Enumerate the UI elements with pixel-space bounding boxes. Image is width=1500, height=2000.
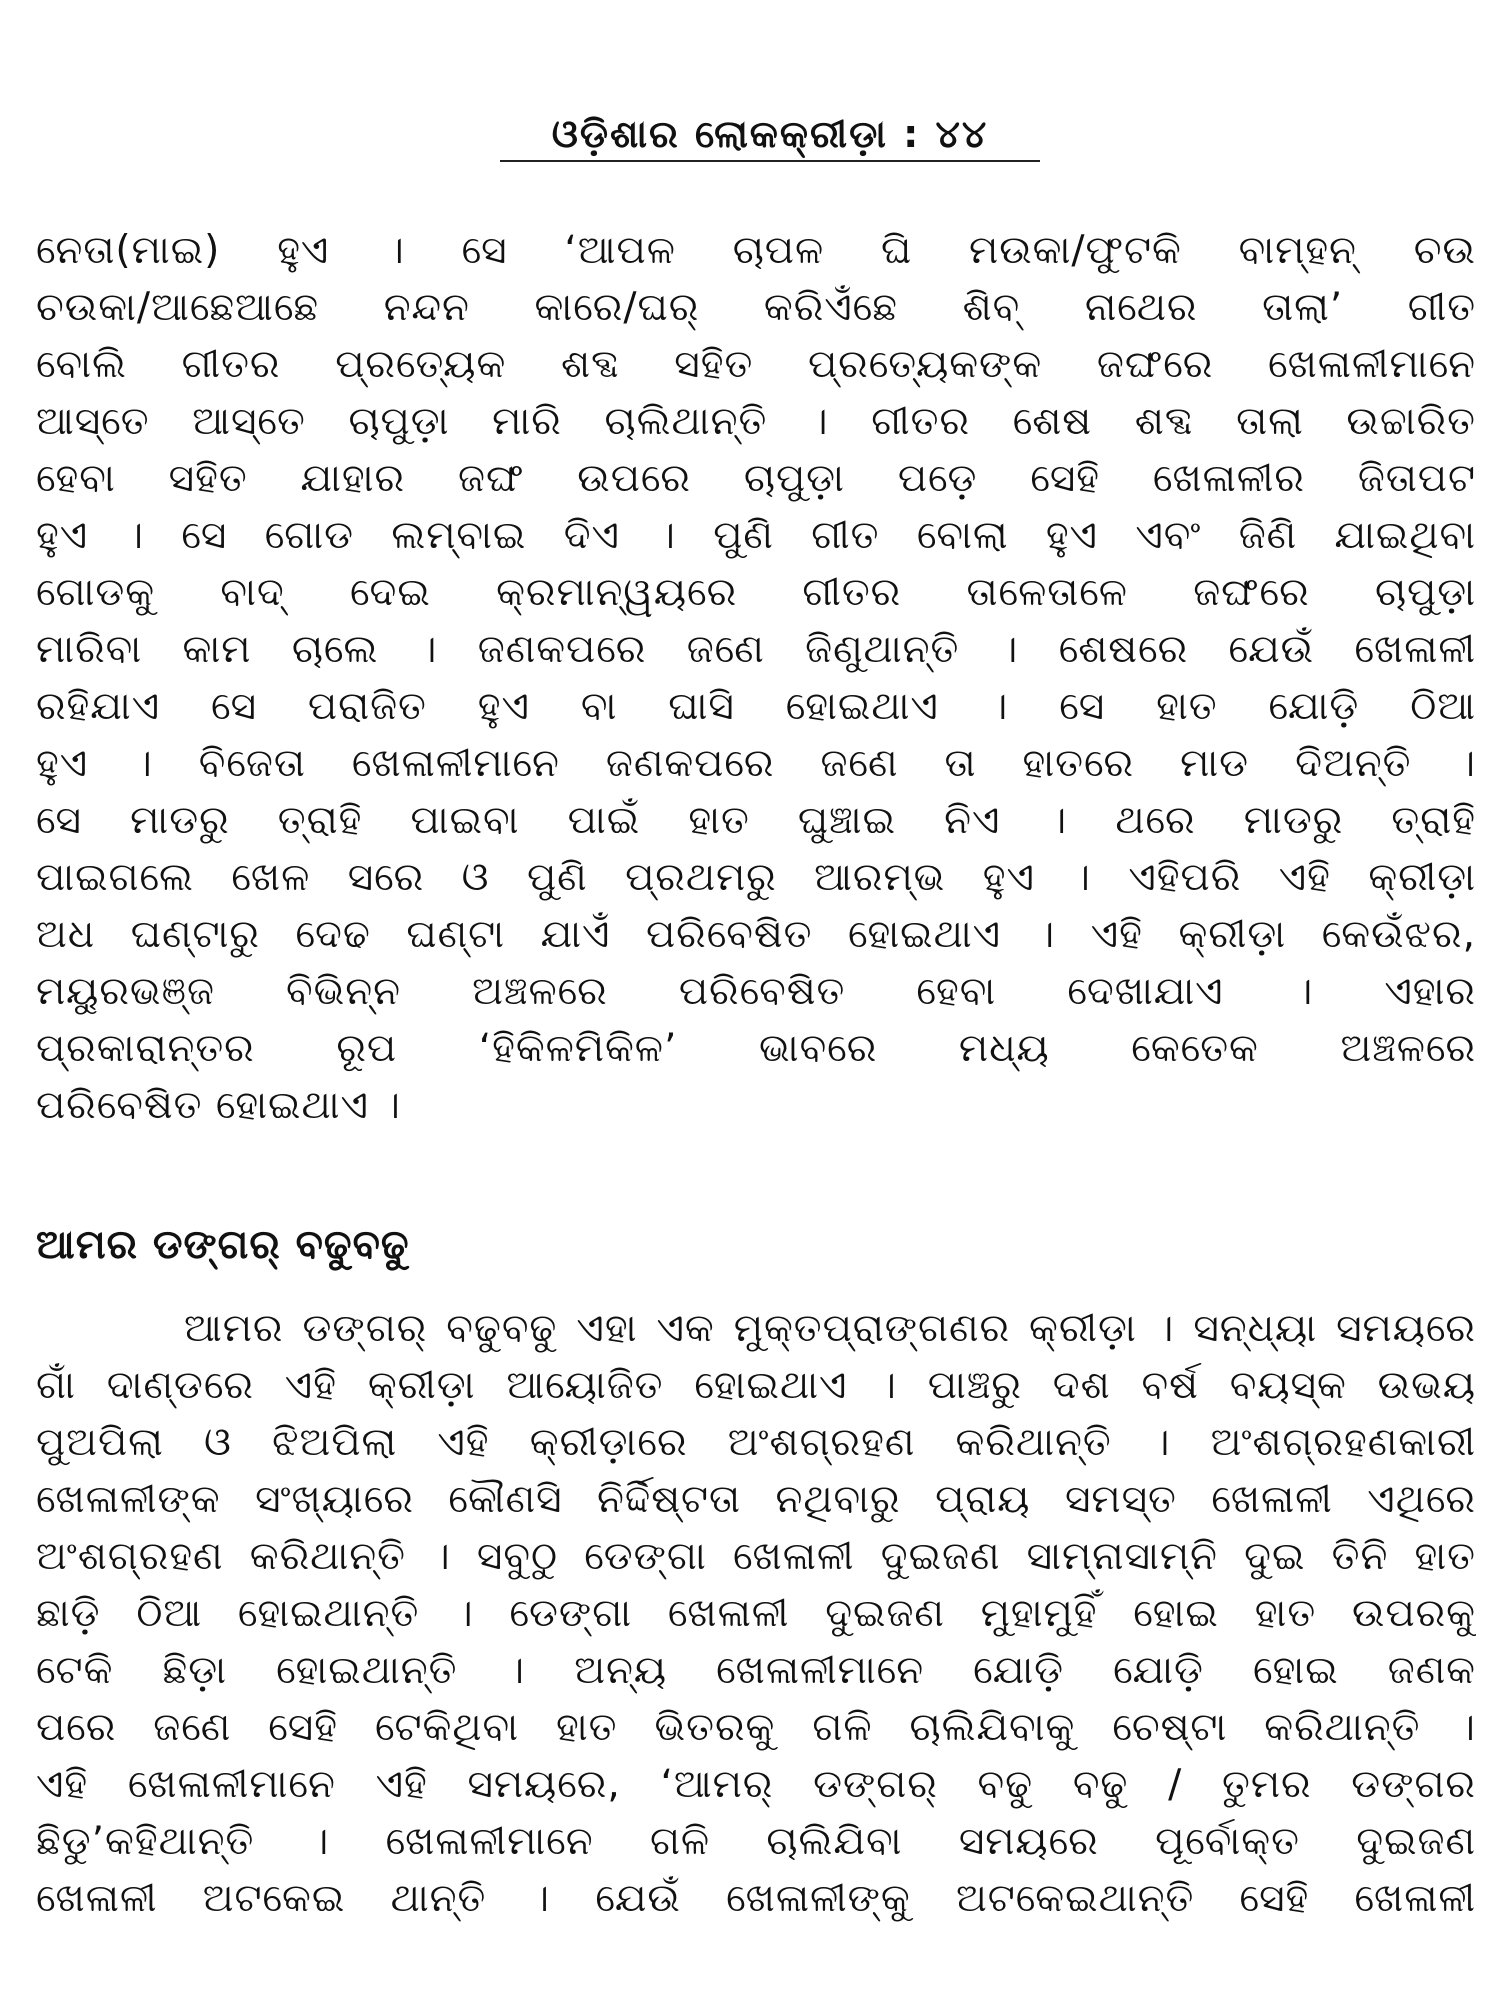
text-line: ଖେଳାଳୀଙ୍କ ସଂଖ୍ୟାରେ କୌଣସି ନିର୍ଦ୍ଦିଷ୍ଟତା ନଥିବାରୁ ପ୍ରାୟ ସମସ୍ତ ଖେଳାଳୀ ଏଥିରେ (36, 1477, 1476, 1522)
text-line: ହୁଏ । ସେ ଗୋଡ ଲମ୍ବାଇ ଦିଏ । ପୁଣି ଗୀତ ବୋଲା ହୁଏ ଏବଂ ଜିଣି ଯାଇଥିବା (36, 513, 1476, 558)
text-line: ଚଉକା/ଆଛେଆଛେ ନନ୍ଦନ କାରେ/ଘର୍ କରିଏଁଛେ ଶିବ୍ ନାଥେର ତାଲା’ ଗୀତ (36, 285, 1476, 330)
text-line: ଟେକି ଛିଡ଼ା ହୋଇଥାନ୍ତି । ଅନ୍ୟ ଖେଳାଳୀମାନେ ଯୋଡ଼ି ଯୋଡ଼ି ହୋଇ ଜଣକ (36, 1648, 1476, 1693)
text-line: ଛାଡ଼ି ଠିଆ ହୋଇଥାନ୍ତି । ଡେଙ୍ଗା ଖେଳାଳୀ ଦୁଇଜଣ ମୁହାମୁହିଁ ହୋଇ ହାତ ଉପରକୁ (36, 1591, 1476, 1636)
text-line: ସେ ମାଡରୁ ତ୍ରାହି ପାଇବା ପାଇଁ ହାତ ଘୁଞ୍ଚାଇ ନିଏ । ଥରେ ମାଡରୁ ତ୍ରାହି (36, 798, 1476, 843)
text-line: ଏହି ଖେଳାଳୀମାନେ ଏହି ସମୟରେ, ‘ଆମର୍ ଡଙ୍ଗର୍ ବଢୁ ବଢୁ / ତୁମର ଡଙ୍ଗର (36, 1762, 1476, 1807)
text-line: ମାରିବା କାମ ଚାଲେ । ଜଣକପରେ ଜଣେ ଜିଣୁଥାନ୍ତି । ଶେଷରେ ଯେଉଁ ଖେଳାଳୀ (36, 627, 1476, 672)
text-line: ଅଧ ଘଣ୍ଟାରୁ ଦେଢ ଘଣ୍ଟା ଯାଏଁ ପରିବେଷିତ ହୋଇଥାଏ । ଏହି କ୍ରୀଡ଼ା କେଉଁଝର, (36, 912, 1476, 957)
paragraph-continued (36, 222, 1476, 1134)
text-line: ଖେଳାଳୀ ଅଟକେଇ ଥାନ୍ତି । ଯେଉଁ ଖେଳାଳୀଙ୍କୁ ଅଟକେଇଥାନ୍ତି ସେହି ଖେଳାଳୀ (36, 1876, 1476, 1921)
text-line: ପରିବେଷିତ ହୋଇଥାଏ । (36, 1083, 401, 1128)
text-line: ବୋଲି ଗୀତର ପ୍ରତ୍ୟେକ ଶବ୍ଦ ସହିତ ପ୍ରତ୍ୟେକଙ୍କ ଜଙ୍ଘରେ ଖେଳାଳୀମାନେ (36, 342, 1476, 387)
text-line: ପରେ ଜଣେ ସେହି ଟେକିଥିବା ହାତ ଭିତରକୁ ଗଳି ଚାଲିଯିବାକୁ ଚେଷ୍ଟା କରିଥାନ୍ତି । (36, 1705, 1476, 1750)
text-line: ନେତା(ମାଇ) ହୁଏ । ସେ ‘ଆପଳ ଚାପଳ ଘି ମଉକା/ଫୁଟକି ବାମ୍ହନ୍ ଚଉ (36, 228, 1476, 273)
header-underline (500, 160, 1040, 162)
text-line: ଗୋଡକୁ ବାଦ୍ ଦେଇ କ୍ରମାନ୍ୱୟରେ ଗୀତର ତାଳେତାଳେ ଜଙ୍ଘରେ ଚାପୁଡ଼ା (36, 570, 1476, 615)
section-paragraph (36, 1300, 1476, 1927)
text-line: ରହିଯାଏ ସେ ପରାଜିତ ହୁଏ ବା ଘାସି ହୋଇଥାଏ । ସେ ହାତ ଯୋଡ଼ି ଠିଆ (36, 684, 1476, 729)
text-line: ହୁଏ । ବିଜେତା ଖେଳାଳୀମାନେ ଜଣକପରେ ଜଣେ ତା ହାତରେ ମାଡ ଦିଅନ୍ତି । (36, 741, 1476, 786)
text-line: ପ୍ରକାରାନ୍ତର ରୂପ ‘ହିକିଳମିକିଳ’ ଭାବରେ ମଧ୍ୟ କେତେକ ଅଞ୍ଚଳରେ (36, 1026, 1476, 1071)
text-line: ଅଂଶଗ୍ରହଣ କରିଥାନ୍ତି । ସବୁଠୁ ଡେଙ୍ଗା ଖେଳାଳୀ ଦୁଇଜଣ ସାମ୍ନାସାମ୍ନି ଦୁଇ ତିନି ହାତ (36, 1534, 1476, 1579)
text-line: ଗାଁ ଦାଣ୍ଡରେ ଏହି କ୍ରୀଡ଼ା ଆୟୋଜିତ ହୋଇଥାଏ । ପାଞ୍ଚରୁ ଦଶ ବର୍ଷ ବୟସ୍କ ଉଭୟ (36, 1363, 1476, 1408)
text-line: ଛିଡୁ’କହିଥାନ୍ତି । ଖେଳାଳୀମାନେ ଗଳି ଚାଲିଯିବା ସମୟରେ ପୂର୍ବୋକ୍ତ ଦୁଇଜଣ (36, 1819, 1476, 1864)
text-line: ପାଇଗଲେ ଖେଳ ସରେ ଓ ପୁଣି ପ୍ରଥମରୁ ଆରମ୍ଭ ହୁଏ । ଏହିପରି ଏହି କ୍ରୀଡ଼ା (36, 855, 1476, 900)
text-line: ପୁଅପିଲା ଓ ଝିଅପିଲା ଏହି କ୍ରୀଡ଼ାରେ ଅଂଶଗ୍ରହଣ କରିଥାନ୍ତି । ଅଂଶଗ୍ରହଣକାରୀ (36, 1420, 1476, 1465)
running-title: ଓଡ଼ିଶାର ଲୋକକ୍ରୀଡ଼ା : ୪୪ (551, 112, 989, 156)
section-heading: ଆମର ଡଙ୍ଗର୍ ବଢୁବଢୁ (36, 1222, 410, 1268)
text-line: ହେବା ସହିତ ଯାହାର ଜଙ୍ଘ ଉପରେ ଚାପୁଡ଼ା ପଡ଼େ ସେହି ଖେଳାଳୀର ଜିତାପଟ (36, 456, 1476, 501)
text-line: ଆମର ଡଙ୍ଗର୍ ବଢୁବଢୁ ଏହା ଏକ ମୁକ୍ତପ୍ରାଙ୍ଗଣର କ୍ରୀଡ଼ା । ସନ୍ଧ୍ୟା ସମୟରେ (184, 1306, 1476, 1351)
text-line: ଆସ୍ତେ ଆସ୍ତେ ଚାପୁଡ଼ା ମାରି ଚାଲିଥାନ୍ତି । ଗୀତର ଶେଷ ଶବ୍ଦ ତାଲା ଉଚ୍ଚାରିତ (36, 399, 1476, 444)
text-line: ମୟୁରଭଞ୍ଜ ବିଭିନ୍ନ ଅଞ୍ଚଳରେ ପରିବେଷିତ ହେବା ଦେଖାଯାଏ । ଏହାର (36, 969, 1476, 1014)
